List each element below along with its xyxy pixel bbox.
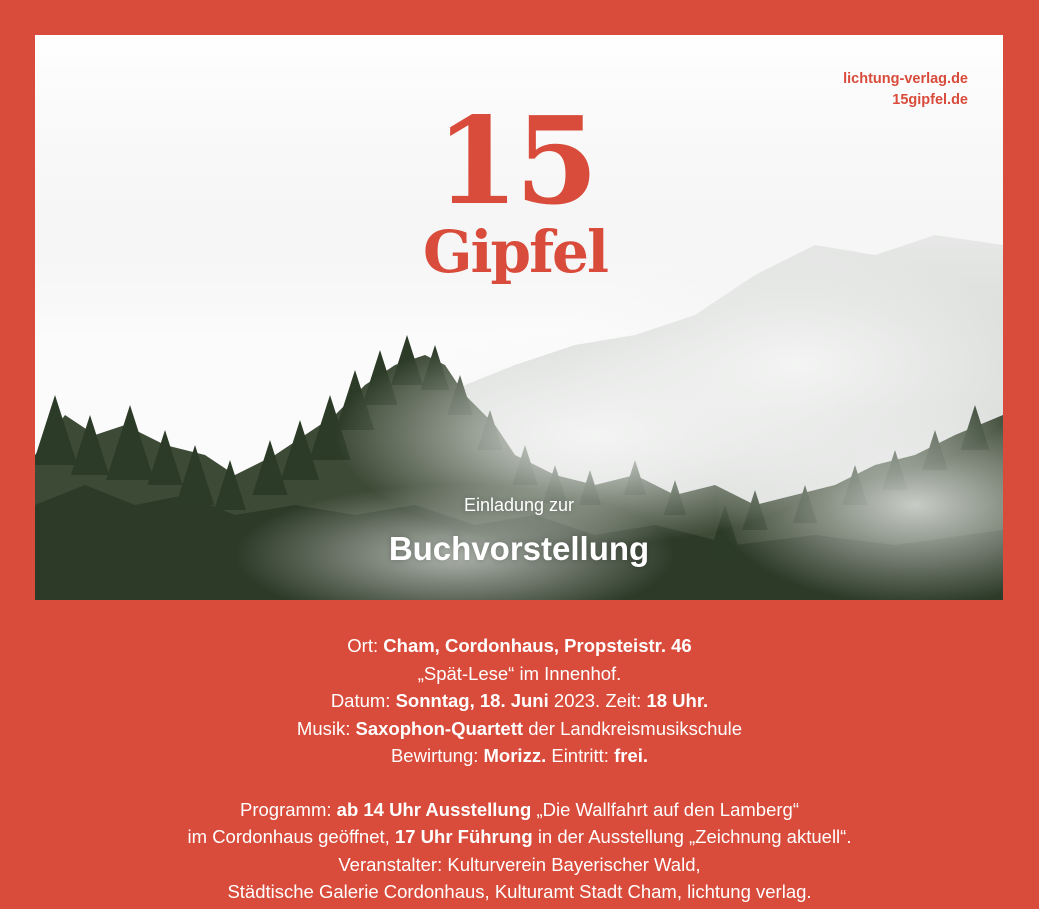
catering-value: Morizz. [483, 745, 547, 766]
organizer-line-1: Veranstalter: Kulturverein Bayerischer Wald, [338, 853, 701, 875]
program2-value: 17 Uhr Führung [394, 826, 533, 847]
spacer [0, 770, 1039, 796]
admission-value: frei. [614, 745, 649, 766]
program-value: ab 14 Uhr Ausstellung [336, 798, 532, 820]
location-label: Ort: [347, 635, 379, 656]
date-label: Datum: [330, 690, 391, 711]
book-url[interactable]: 15gipfel.de [892, 92, 968, 108]
program-label: Programm: [240, 798, 332, 820]
cover-photo-panel [35, 35, 1003, 600]
music-value: Saxophon-Quartett [355, 717, 524, 739]
admission-label: Eintritt: [551, 745, 609, 766]
book-title-number: 15 [435, 91, 595, 232]
event-details [0, 632, 1039, 906]
website-links [843, 69, 968, 111]
time-value: 18 Uhr. [646, 690, 709, 711]
program-line-2 [0, 823, 1039, 851]
location-line [0, 632, 1039, 660]
book-title [415, 91, 615, 286]
time-label: Zeit: [605, 690, 642, 711]
program2-start: im Cordonhaus geöffnet, [187, 826, 390, 847]
music-rest: der Landkreismusikschule [528, 717, 743, 739]
music-label: Musik: [296, 717, 351, 739]
date-year: 2023. [553, 690, 601, 711]
catering-line [0, 742, 1039, 770]
invitation-heading: Buchvorstellung [388, 530, 650, 567]
location-value: Cham, Cordonhaus, Propsteistr. 46 [383, 635, 692, 656]
program2-rest: in der Ausstellung „Zeichnung aktuell“. [537, 826, 852, 847]
program-line-1 [0, 796, 1039, 824]
publisher-url[interactable]: lichtung-verlag.de [843, 71, 968, 87]
location-note: „Spät-Lese“ im Innenhof. [417, 662, 622, 684]
date-time-line [0, 687, 1039, 715]
organizer-line-2: Städtische Galerie Cordonhaus, Kulturamt Stadt Cham, lichtung verlag. [227, 881, 812, 902]
invitation-subtitle: Einladung zur [463, 495, 575, 515]
date-value: Sonntag, 18. Juni [395, 690, 549, 711]
music-line [0, 715, 1039, 743]
book-title-word: Gipfel [422, 218, 607, 286]
catering-label: Bewirtung: [390, 745, 479, 766]
program-rest: „Die Wallfahrt auf den Lamberg“ [536, 798, 799, 820]
